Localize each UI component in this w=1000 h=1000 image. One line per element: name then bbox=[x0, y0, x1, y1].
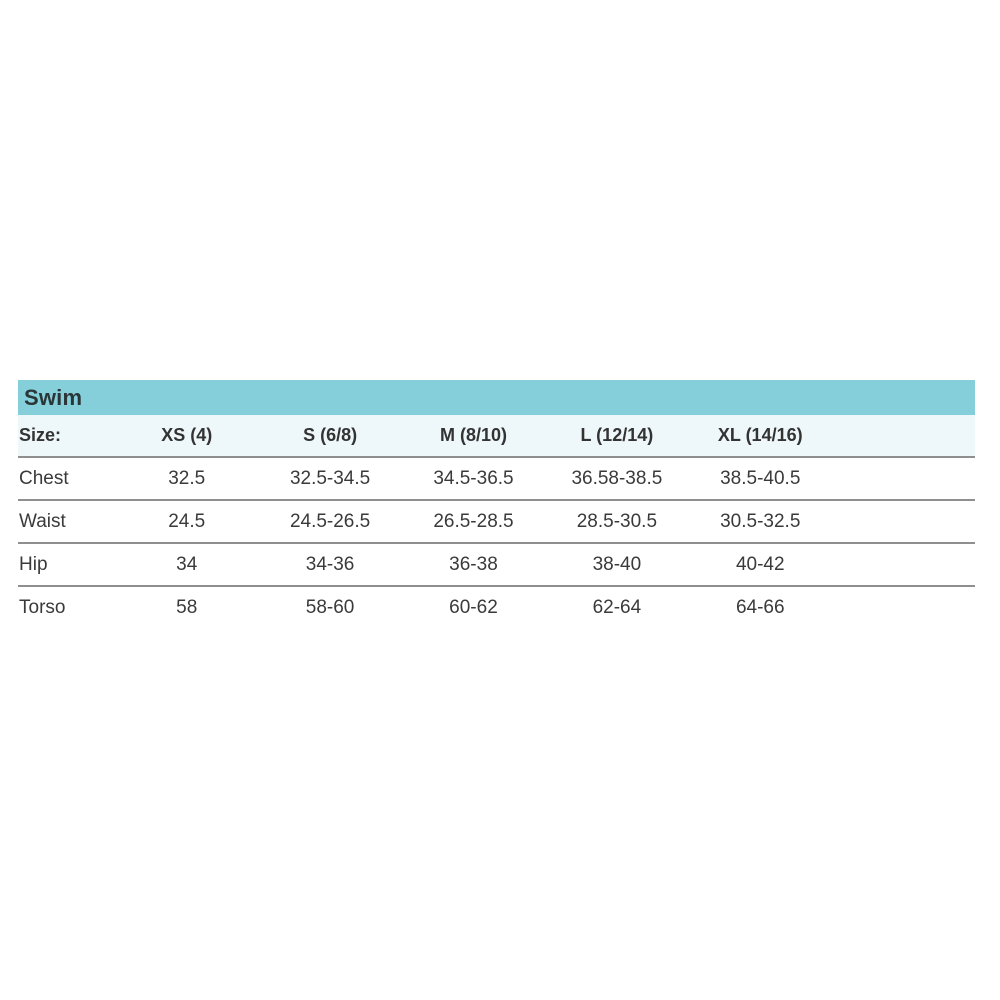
size-header-row bbox=[18, 415, 975, 458]
table-row-torso bbox=[18, 587, 975, 628]
table-cell: 60-62 bbox=[449, 596, 498, 618]
table-cell: 32.5 bbox=[168, 467, 206, 489]
size-header-m: M (8/10) bbox=[439, 425, 507, 445]
table-cell: 38-40 bbox=[592, 553, 642, 575]
table-row-chest bbox=[18, 458, 975, 501]
table-cell: 38.5-40.5 bbox=[720, 467, 801, 489]
table-cell: 32.5-34.5 bbox=[289, 467, 371, 489]
size-header-s: S (6/8) bbox=[303, 425, 358, 445]
table-cell: 24.5-26.5 bbox=[289, 510, 371, 532]
size-header-xl: XL (14/16) bbox=[717, 425, 803, 445]
row-label: Torso bbox=[19, 596, 66, 618]
table-cell: 64-66 bbox=[735, 596, 785, 618]
size-chart bbox=[18, 380, 975, 628]
table-cell: 28.5-30.5 bbox=[576, 510, 658, 532]
chart-title: Swim bbox=[24, 384, 83, 410]
table-cell: 26.5-28.5 bbox=[433, 510, 514, 532]
table-cell: 34 bbox=[176, 553, 198, 575]
table-cell: 34.5-36.5 bbox=[433, 467, 514, 489]
table-cell: 62-64 bbox=[592, 596, 642, 618]
size-header-label: Size: bbox=[19, 425, 62, 445]
row-label: Chest bbox=[19, 467, 69, 489]
table-row-hip bbox=[18, 544, 975, 587]
row-label: Hip bbox=[19, 553, 48, 575]
table-cell: 34-36 bbox=[305, 553, 355, 575]
table-cell: 40-42 bbox=[735, 553, 785, 575]
size-header-xs: XS (4) bbox=[161, 425, 213, 445]
table-cell: 58-60 bbox=[305, 596, 355, 618]
table-cell: 36.58-38.5 bbox=[571, 467, 663, 489]
table-cell: 24.5 bbox=[168, 510, 206, 532]
table-cell: 30.5-32.5 bbox=[720, 510, 801, 532]
table-row-waist bbox=[18, 501, 975, 544]
row-label: Waist bbox=[19, 510, 66, 532]
table-cell: 58 bbox=[176, 596, 198, 618]
chart-title-bar bbox=[18, 380, 975, 415]
table-cell: 36-38 bbox=[449, 553, 498, 575]
size-header-l: L (12/14) bbox=[580, 425, 654, 445]
